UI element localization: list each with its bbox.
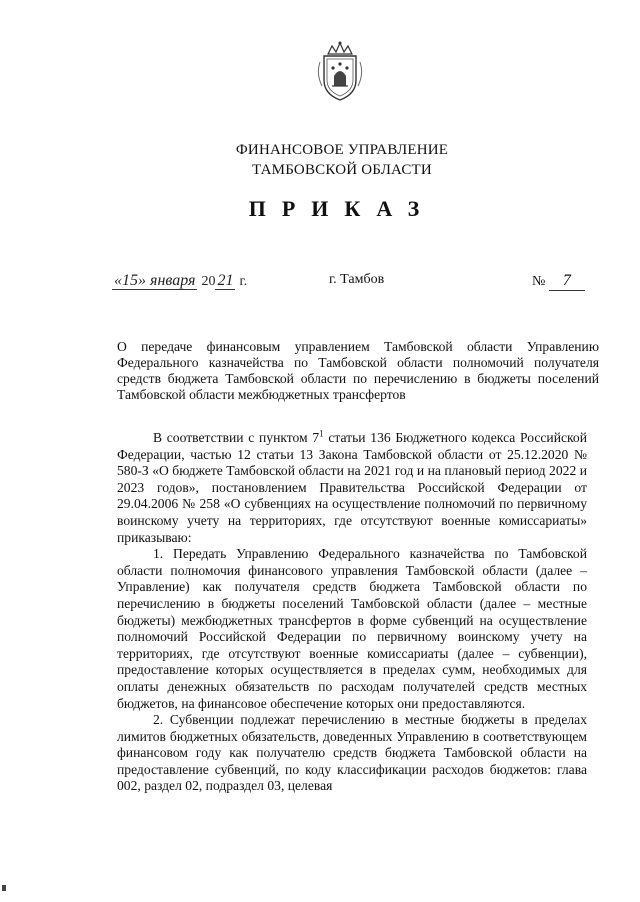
body-paragraph-1: 1. Передать Управлению Федерального казначейства по Тамбовской области полномочия финансового управления Тамбовской области (далее – Управление) как получателя средств бюджета Тамбовской области по перечислению в бюджеты поселений Тамбовской области (далее – местные бюджеты) межбюджетных трансфертов в форме субвенций на осуществление полномочий Российской Федерации по первичному воинскому учету на территориях, где отсутствуют военные комиссариаты (далее – субвенции), предоставление которых осуществляется в пределах сумм, необходимых для оплаты денежных обязательств по расходам получателей средств местных бюджетов, на финансовое обеспечение которых они предоставляются. bbox=[117, 546, 587, 711]
year-suffix: г. bbox=[239, 274, 248, 289]
order-subject: О передаче финансовым управлением Тамбовской области Управлению Федерального казначейства по Тамбовской области полномочий получателя средств бюджета Тамбовской области по перечислению в бюджеты поселений Тамбовской области межбюджетных трансфертов bbox=[117, 339, 599, 402]
body-paragraph-2: 2. Субвенции подлежат перечислению в местные бюджеты в пределах лимитов бюджетных обязательств, доведенных Управлению в соответствующем финансовом году как получателю средств бюджета Тамбовской области на предоставление субвенций, по коду классификации расходов бюджетов: глава 002, раздел 02, подраздел 03, целевая bbox=[117, 712, 587, 794]
city-label: г. Тамбов bbox=[329, 272, 385, 287]
order-number bbox=[532, 272, 585, 291]
number-handwritten: 7 bbox=[549, 272, 585, 291]
order-body bbox=[117, 430, 587, 795]
body-paragraph-preamble bbox=[117, 430, 587, 546]
coat-of-arms-emblem bbox=[312, 40, 368, 102]
document-title: ПРИКАЗ bbox=[248, 196, 436, 221]
number-label: № bbox=[532, 274, 546, 289]
scan-mark bbox=[2, 885, 6, 891]
org-name-line1: ФИНАНСОВОЕ УПРАВЛЕНИЕ bbox=[235, 142, 449, 158]
preamble-rest: статьи 136 Бюджетного кодекса Российской Федерации, частью 12 статьи 13 Закона Тамбовской области от 25.12.2020 № 580-З «О бюджете Тамбовской области на 2021 год и на плановый период 2022 и 2023 годов», постановлением Правительства Российской Федерации от 29.04.2006 № 258 «О субвенциях на осуществление полномочий по первичному воинскому учету на территориях, где отсутствуют военные комиссариаты» приказываю: bbox=[117, 430, 587, 545]
order-date bbox=[112, 272, 247, 290]
year-prefix: 20 bbox=[201, 274, 216, 289]
preamble-superscript: 1 bbox=[319, 428, 324, 439]
preamble-start: В соответствии с пунктом 7 bbox=[153, 430, 320, 445]
date-handwritten: «15» января bbox=[114, 272, 196, 289]
org-name-line2: ТАМБОВСКОЙ ОБЛАСТИ bbox=[252, 162, 432, 178]
year-handwritten: 21 bbox=[217, 272, 234, 289]
